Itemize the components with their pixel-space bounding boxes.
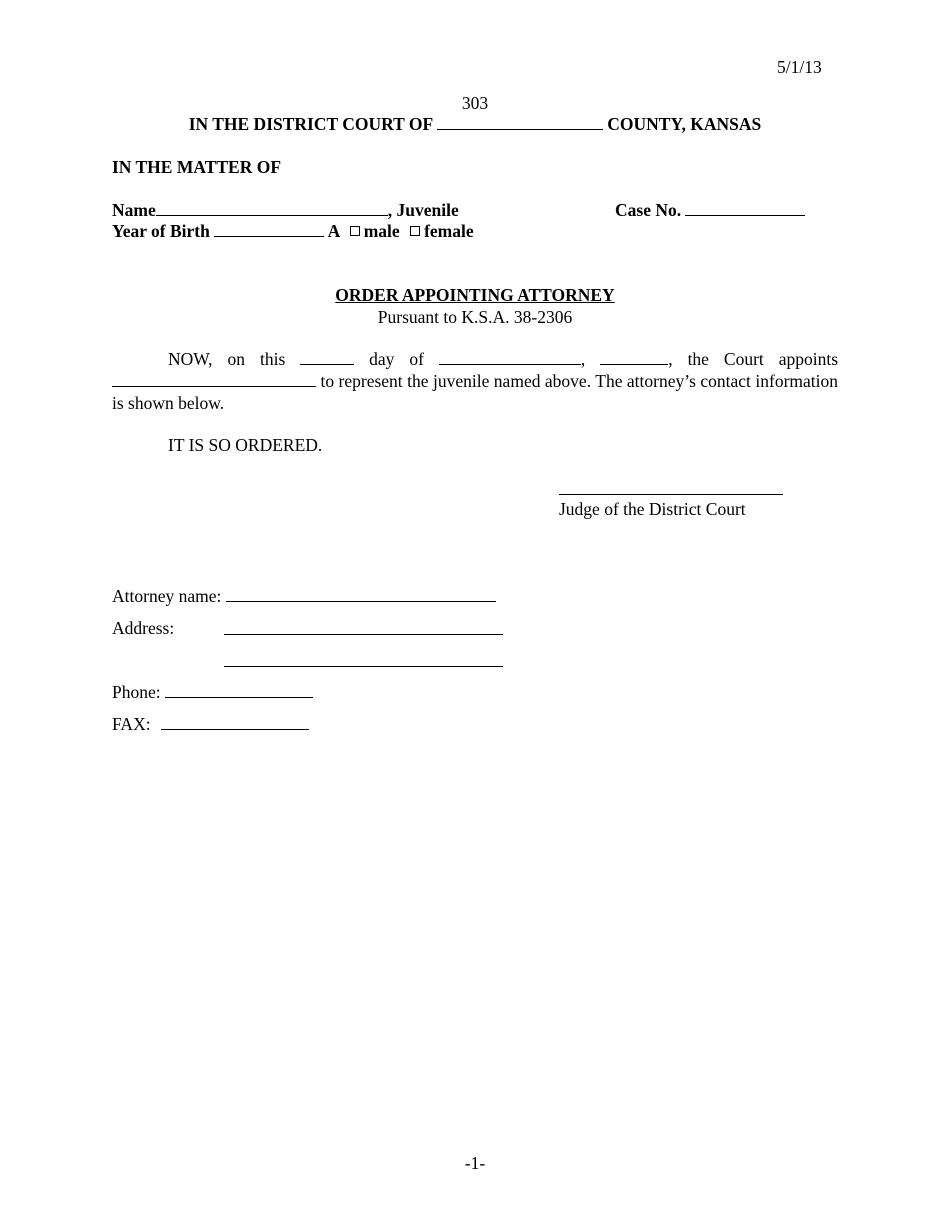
fax-label: FAX: [112, 714, 151, 734]
matter-heading: IN THE MATTER OF [112, 157, 282, 177]
on-this-text: on this [227, 349, 286, 369]
female-checkbox[interactable] [410, 226, 420, 236]
court-heading [0, 114, 950, 134]
day-blank[interactable] [300, 350, 354, 365]
judge-signature-line[interactable] [559, 494, 783, 495]
page-number: -1- [464, 1153, 486, 1173]
attorney-appointee-blank[interactable] [112, 372, 316, 387]
male-checkbox[interactable] [350, 226, 360, 236]
address-blank-1[interactable] [224, 634, 503, 635]
case-label: Case No. [615, 200, 682, 220]
birth-line [112, 221, 474, 241]
day-of-text: day of [369, 349, 424, 369]
now-text: NOW, [168, 349, 213, 369]
case-number-line [615, 200, 805, 220]
male-label: male [363, 221, 400, 241]
phone-blank[interactable] [165, 683, 313, 698]
fax-blank[interactable] [161, 715, 309, 730]
phone-label: Phone: [112, 682, 161, 702]
address-blank-2[interactable] [224, 666, 503, 667]
year-blank[interactable] [600, 350, 668, 365]
comma-text-2: , [668, 349, 673, 369]
phone-line [112, 682, 313, 702]
court-suffix: COUNTY, KANSAS [607, 114, 762, 134]
so-ordered: IT IS SO ORDERED. [168, 435, 323, 455]
juvenile-name-blank[interactable] [156, 201, 388, 216]
county-blank[interactable] [437, 115, 603, 130]
name-line [112, 200, 459, 220]
attorney-name-line [112, 586, 496, 606]
name-label: Name [112, 200, 156, 220]
birth-label: Year of Birth [112, 221, 210, 241]
attorney-name-blank[interactable] [226, 587, 496, 602]
judge-label: Judge of the District Court [559, 499, 746, 519]
contact-text: The attorney’s contact information is shown below. [112, 371, 839, 413]
order-paragraph [112, 348, 838, 414]
court-prefix: IN THE DISTRICT COURT OF [188, 114, 433, 134]
month-blank[interactable] [439, 350, 581, 365]
case-number-blank[interactable] [685, 201, 805, 216]
order-title: ORDER APPOINTING ATTORNEY [335, 285, 615, 305]
attorney-name-label: Attorney name: [112, 586, 222, 606]
order-subtitle: Pursuant to K.S.A. 38-2306 [377, 307, 573, 327]
address-label: Address: [112, 618, 175, 638]
form-date: 5/1/13 [777, 57, 822, 77]
birth-year-blank[interactable] [214, 222, 324, 237]
court-appoints-text: the Court appoints [687, 349, 839, 369]
female-label: female [424, 221, 474, 241]
fax-line [112, 714, 309, 734]
represent-text: to represent the juvenile named above. [320, 371, 592, 391]
juvenile-label: , Juvenile [387, 200, 459, 220]
comma-text: , [580, 349, 586, 369]
a-label: A [327, 221, 340, 241]
form-number: 303 [461, 93, 489, 113]
